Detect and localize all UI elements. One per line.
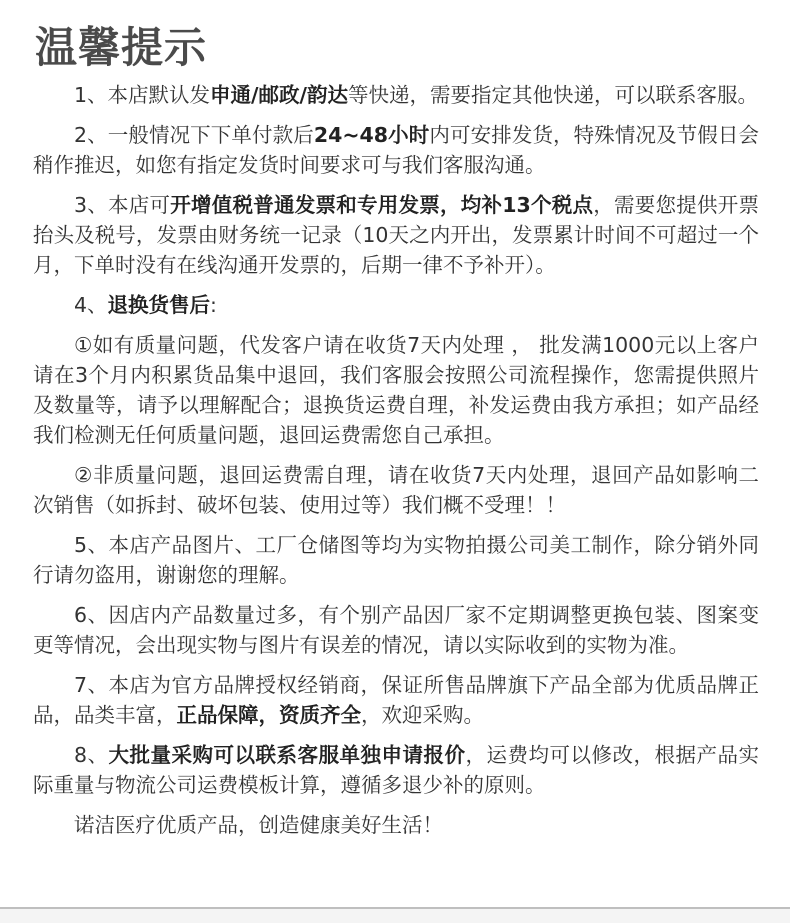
notice-1-bold: 申通/邮政/韵达 [210, 83, 349, 107]
notice-8-bold: 大批量采购可以联系客服单独申请报价 [108, 743, 466, 767]
notice-2-text: 2、一般情况下下单付款后 [74, 123, 314, 147]
notice-1-text: 1、本店默认发 [74, 83, 211, 107]
notice-7-text: 7、本店为官方品牌授权经销商，保证所售品牌旗下产品全部为优质品牌正品，品类丰富， [33, 673, 759, 727]
notice-8-text-end: ，运费均可以修改，根据产品实际重量与物流公司运费模板计算，遵循多退少补的原则。 [33, 743, 760, 797]
notice-8-bulk-pricing [33, 740, 759, 800]
notice-3-text-end: ，需要您提供开票抬头及税号，发票由财务统一记录（10天之内开出，发票累计时间不可超过一个月，下单时没有在线沟通开发票的，后期一律不予补开）。 [33, 193, 759, 277]
notice-4-non-quality-issue [33, 460, 759, 520]
notice-4-bold: 退换货售后 [107, 293, 211, 317]
notice-4-text: 4、 [74, 293, 108, 317]
notice-3-invoice [33, 190, 759, 280]
notice-2-bold: 24~48小时 [313, 123, 430, 147]
notice-7-bold: 正品保障，资质齐全 [176, 703, 361, 727]
notice-6-text: 6、因店内产品数量过多，有个别产品因厂家不定期调整更换包装、图案变更等情况，会出现实物与图片有误差的情况，请以实际收到的实物为准。 [33, 603, 759, 657]
notice-1-text-end: 等快递，需要指定其他快递，可以联系客服。 [348, 83, 759, 107]
closing-slogan-text: 诺洁医疗优质产品，创造健康美好生活！ [74, 813, 443, 837]
notice-2-text-end: 内可安排发货，特殊情况及节假日会稍作推迟，如您有指定发货时间要求可与我们客服沟通。 [33, 123, 760, 177]
notice-3-bold: 开增值税普通发票和专用发票，均补13个税点 [170, 193, 594, 217]
notice-2-dispatch-time [33, 120, 759, 180]
notice-6-packaging [33, 600, 759, 660]
notice-4-text-end: : [210, 293, 217, 317]
notice-5-text: 5、本店产品图片、工厂仓储图等均为实物拍摄公司美工制作，除分销外同行请勿盗用，谢谢您的理解。 [33, 533, 759, 587]
notice-5-images [33, 530, 759, 590]
notice-3-text: 3、本店可 [74, 193, 171, 217]
notice-4-quality-issue [33, 330, 759, 450]
notice-list [33, 80, 759, 840]
notice-4a-text: ①如有质量问题，代发客户请在收货7天内处理 ， 批发满1000元以上客户请在3个月内积累货品集中退回，我们客服会按照公司流程操作，您需提供照片及数量等，请予以理解配合；退换货运费自理，补发运费由我方承担；如产品经我们检测无任何质量问题，退回运费需您自己承担。 [33, 333, 759, 447]
notice-1-shipping [33, 80, 759, 110]
notice-7-text-end: ，欢迎采购。 [361, 703, 484, 727]
notice-4b-text: ②非质量问题，退回运费需自理，请在收货7天内处理，退回产品如影响二次销售（如拆封、破坏包装、使用过等）我们概不受理！！ [33, 463, 759, 517]
notice-7-authorized [33, 670, 759, 730]
page-title: 温馨提示 [35, 23, 208, 72]
notice-8-text: 8、 [74, 743, 109, 767]
closing-slogan [33, 810, 759, 840]
notice-4-returns-heading [33, 290, 759, 320]
